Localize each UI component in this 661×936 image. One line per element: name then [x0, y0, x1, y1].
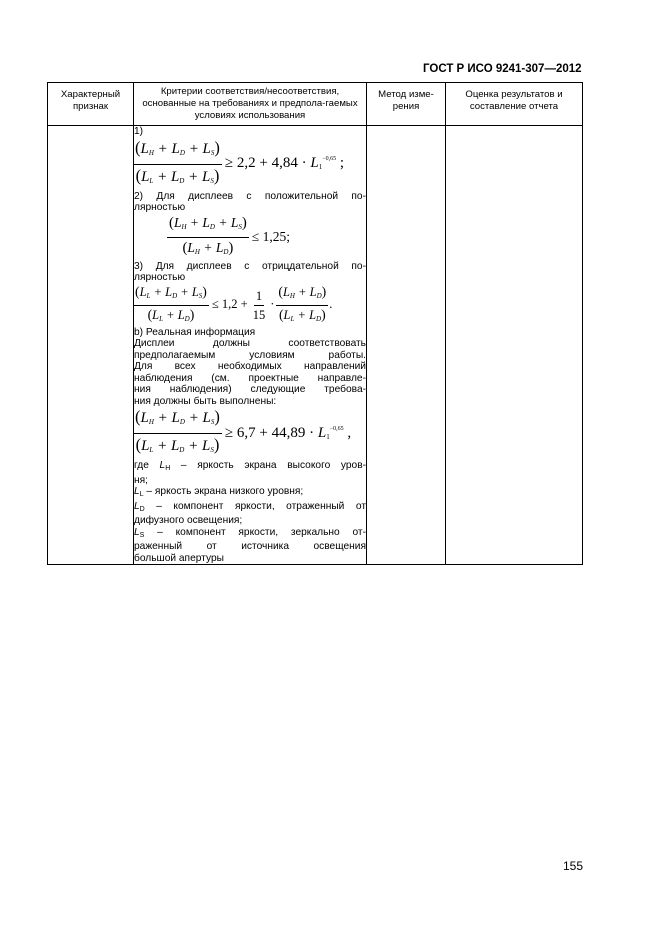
definition-ld-cont: дифузного освещения;	[134, 515, 243, 526]
item-b-line-4: наблюдения (см. проектные направле-	[134, 372, 366, 384]
definition-ls-cont-2: большой апертуры	[134, 552, 224, 564]
formula-1	[133, 138, 366, 191]
criteria-table	[47, 82, 583, 565]
table-header-row	[48, 83, 583, 126]
definition-ls-cont: раженный от источника освещения	[134, 541, 366, 552]
formula-1-fraction	[133, 138, 222, 191]
item-b-line-1: Дисплеи должны соответствовать	[134, 338, 366, 349]
table-row	[48, 126, 583, 565]
definition-ls: $L_S$ – компонент яркости, зеркально от-	[134, 526, 366, 539]
header-characteristic: Характерный признак	[48, 83, 134, 126]
page-number: 155	[563, 859, 584, 873]
formula-1-denominator: $(L_L + L_D + L_S)$	[135, 165, 220, 185]
formula-3-coef-num: 1	[254, 288, 264, 306]
definition-lh: где $L_H$ – яркость экрана высокого уров-	[134, 460, 367, 472]
header-method: Метод изме-рения	[367, 83, 446, 126]
formula-4	[133, 407, 366, 460]
formula-3-fraction-right	[276, 284, 328, 327]
cell-evaluation	[446, 126, 583, 565]
formula-3-fraction-left	[133, 284, 209, 327]
formula-3-coefficient	[251, 288, 268, 323]
item-2-line-2: лярностью	[134, 202, 186, 213]
item-3-line-2: лярностью	[134, 272, 186, 283]
formula-4-denominator: $(L_L + L_D + L_S)$	[135, 435, 220, 454]
formula-3	[133, 284, 366, 327]
formula-4-fraction	[133, 407, 222, 460]
formula-3-right-denominator: $(L_L + L_D)$	[278, 306, 326, 323]
formula-2	[167, 214, 366, 261]
item-b-line-3: Для всех необходимых направлений	[134, 361, 366, 372]
formula-3-numerator: $(L_L + L_D + L_S)$	[133, 284, 209, 306]
item-1-label: 1)	[134, 126, 144, 137]
formula-2-rhs: ≤ 1,25;	[251, 229, 290, 245]
formula-1-rhs: ≥ $2,2 + 4,84 \cdot L_1^{-0,65}$ ;	[224, 155, 344, 172]
formula-2-fraction	[167, 214, 249, 261]
formula-3-dot: ·	[270, 297, 275, 312]
formula-4-rhs: ≥ $6,7 + 44,89 \cdot L_1^{-0,65}$ ,	[224, 424, 352, 441]
definition-lh-cont: ня;	[134, 474, 148, 486]
item-b-line-6: ния должны быть выполнены:	[134, 395, 277, 407]
formula-1-numerator: $(L_H + L_D + L_S)$	[133, 138, 222, 165]
formula-3-coef-den: 15	[252, 307, 266, 322]
header-evaluation: Оценка результатов и составление отчета	[446, 83, 583, 126]
definition-ll: $L_L$ – яркость экрана низкого уровня;	[134, 486, 304, 498]
item-2-line-1: 2) Для дисплеев с положительной по-	[134, 190, 366, 202]
item-3-line-1: 3) Для дисплеев с отрицдательной по-	[134, 260, 366, 272]
cell-criteria	[134, 126, 367, 565]
document-header: ГОСТ Р ИСО 9241-307—2012	[423, 63, 582, 75]
formula-3-denominator: $(L_L + L_D)$	[147, 306, 195, 323]
definition-ld: $L_D$ – компонент яркости, отраженный от	[134, 500, 366, 513]
item-b-line-2: предполагаемым условиям работы.	[134, 349, 366, 361]
formula-3-right-numerator: $(L_H + L_D)$	[276, 284, 328, 306]
header-criteria: Критерии соответствия/несоответствия, основанные на требованиях и предпола-гаемых условиях использования	[134, 83, 367, 126]
formula-2-denominator: $(L_H + L_D)$	[182, 239, 234, 256]
item-b-title: b) Реальная информация	[134, 326, 256, 338]
cell-method	[367, 126, 446, 565]
cell-characteristic	[48, 126, 134, 565]
formula-3-middle: ≤ 1,2 +	[211, 297, 248, 312]
formula-2-numerator: $(L_H + L_D + L_S)$	[167, 214, 249, 238]
formula-3-period: .	[329, 297, 333, 312]
formula-4-numerator: $(L_H + L_D + L_S)$	[133, 407, 222, 434]
item-b-line-5: ния наблюдения) следующие требова-	[134, 384, 366, 395]
